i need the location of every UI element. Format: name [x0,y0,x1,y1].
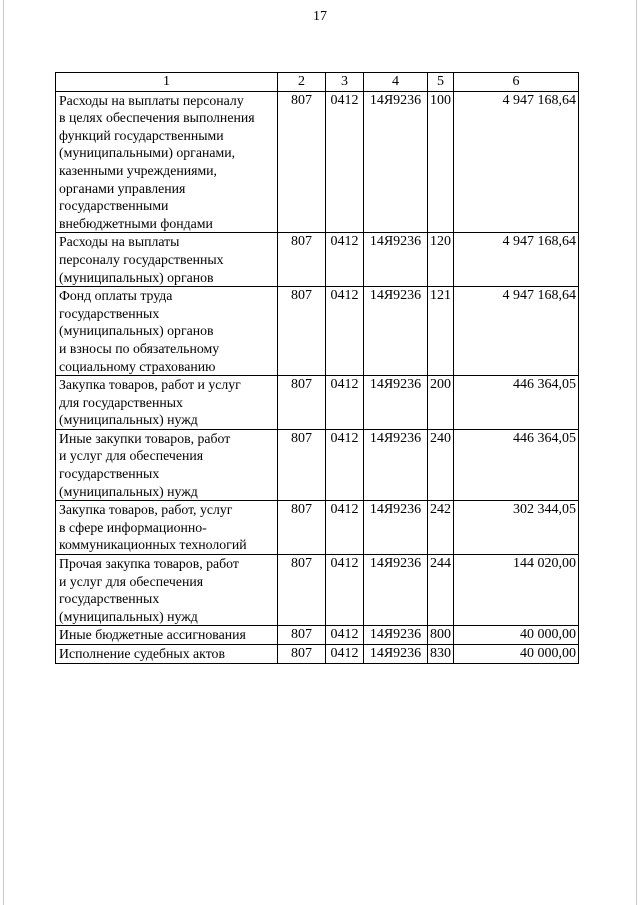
row-col3: 0412 [326,287,364,376]
row-col3: 0412 [326,233,364,287]
row-amount: 4 947 168,64 [454,287,579,376]
row-name: Исполнение судебных актов [56,645,278,664]
row-col3: 0412 [326,91,364,233]
row-col2: 807 [278,376,326,430]
row-col4: 14Я9236 [364,376,428,430]
row-col4: 14Я9236 [364,626,428,645]
table-row [56,376,579,430]
row-col2: 807 [278,626,326,645]
header-col-3: 3 [326,73,364,92]
table-row [56,91,579,233]
row-amount: 144 020,00 [454,555,579,626]
row-col3: 0412 [326,429,364,500]
row-amount: 4 947 168,64 [454,233,579,287]
row-col3: 0412 [326,626,364,645]
row-col3: 0412 [326,645,364,664]
row-amount: 302 344,05 [454,501,579,555]
row-col2: 807 [278,429,326,500]
row-name: Иные бюджетные ассигнования [56,626,278,645]
row-amount: 446 364,05 [454,429,579,500]
header-col-5: 5 [428,73,454,92]
row-amount: 446 364,05 [454,376,579,430]
row-name: Расходы на выплаты персоналу в целях обеспечения выполнения функций государственными (муниципальными) органами, казенными учреждениями, органами управления государственными внебюджетными фондами [56,91,278,233]
page-right-edge [636,0,637,905]
row-amount: 40 000,00 [454,626,579,645]
header-col-4: 4 [364,73,428,92]
table-row [56,645,579,664]
budget-table [55,72,579,664]
header-col-6: 6 [454,73,579,92]
row-name: Прочая закупка товаров, работ и услуг для обеспечения государственных (муниципальных) нужд [56,555,278,626]
page-number: 17 [313,9,327,24]
table-row [56,233,579,287]
row-name: Расходы на выплаты персоналу государственных (муниципальных) органов [56,233,278,287]
row-col4: 14Я9236 [364,645,428,664]
table-header-row [56,73,579,92]
row-col4: 14Я9236 [364,429,428,500]
row-col5: 200 [428,376,454,430]
row-name: Фонд оплаты труда государственных (муниципальных) органов и взносы по обязательному социальному страхованию [56,287,278,376]
row-col5: 120 [428,233,454,287]
row-col3: 0412 [326,501,364,555]
table-row [56,501,579,555]
row-col4: 14Я9236 [364,555,428,626]
row-name: Закупка товаров, работ и услуг для государственных (муниципальных) нужд [56,376,278,430]
row-col2: 807 [278,233,326,287]
row-col5: 240 [428,429,454,500]
table-row [56,287,579,376]
row-col4: 14Я9236 [364,501,428,555]
row-col2: 807 [278,91,326,233]
row-amount: 40 000,00 [454,645,579,664]
row-col4: 14Я9236 [364,233,428,287]
row-col5: 121 [428,287,454,376]
row-col2: 807 [278,645,326,664]
row-col5: 242 [428,501,454,555]
row-col5: 800 [428,626,454,645]
table-row [56,626,579,645]
row-name: Иные закупки товаров, работ и услуг для обеспечения государственных (муниципальных) нужд [56,429,278,500]
row-col5: 100 [428,91,454,233]
row-amount: 4 947 168,64 [454,91,579,233]
row-col3: 0412 [326,555,364,626]
row-name: Закупка товаров, работ, услуг в сфере информационно- коммуникационных технологий [56,501,278,555]
table-row [56,555,579,626]
row-col5: 244 [428,555,454,626]
page-left-edge [3,0,4,905]
row-col4: 14Я9236 [364,287,428,376]
row-col3: 0412 [326,376,364,430]
header-col-1: 1 [56,73,278,92]
row-col2: 807 [278,555,326,626]
row-col2: 807 [278,287,326,376]
row-col2: 807 [278,501,326,555]
row-col5: 830 [428,645,454,664]
row-col4: 14Я9236 [364,91,428,233]
table-row [56,429,579,500]
header-col-2: 2 [278,73,326,92]
